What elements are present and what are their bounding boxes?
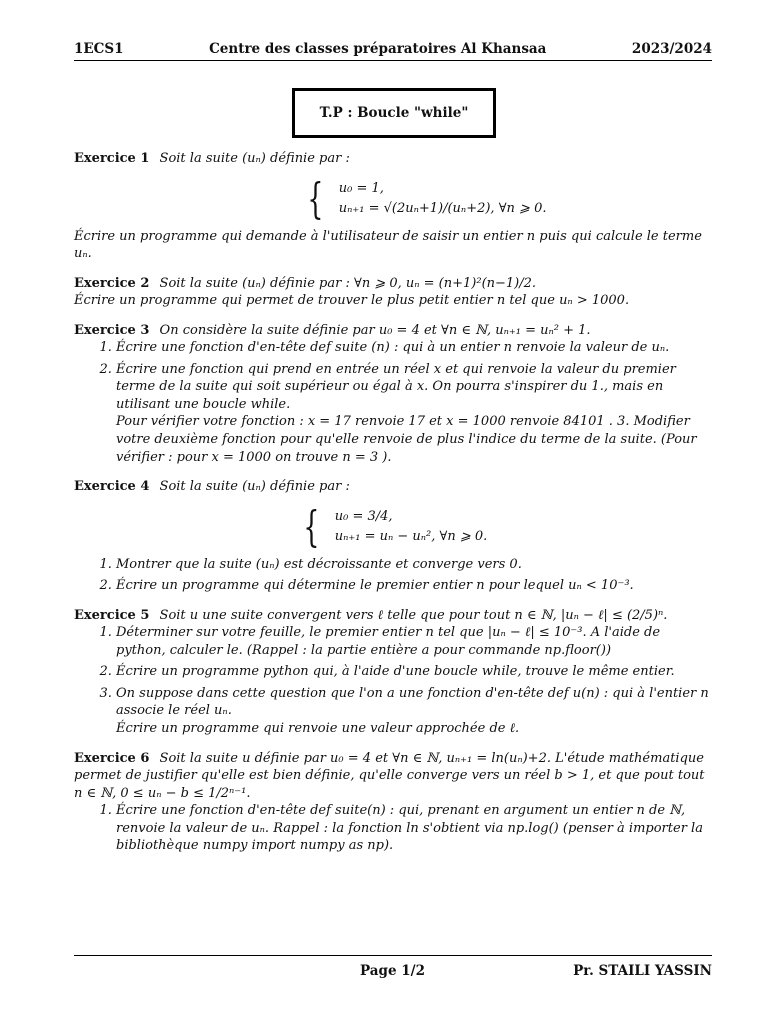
exercise-heading: Exercice 5 xyxy=(74,607,150,623)
system-line: uₙ₊₁ = √(2uₙ+1)/(uₙ+2), ∀n ⩾ 0. xyxy=(338,200,547,216)
exercise-intro: Soit la suite (uₙ) définie par : xyxy=(159,151,350,166)
exercise-intro: On considère la suite définie par u₀ = 4 et ∀n ∈ ℕ, uₙ₊₁ = uₙ² + 1. xyxy=(159,322,591,338)
sequence-system xyxy=(298,501,712,551)
exercise-heading: Exercice 1 xyxy=(74,151,150,166)
question-text: Écrire un programme qui renvoie une valeur approchée de ℓ. xyxy=(116,721,520,737)
exercise-heading: Exercice 6 xyxy=(74,750,150,766)
exercise-intro: Soit la suite u définie par u₀ = 4 et ∀n ∈ ℕ, uₙ₊₁ = ln(uₙ)+2. L'étude mathématique permet de justifier qu'elle est bien définie, qu'elle converge vers un réel b > 1, et que pout tout n ∈ ℕ, 0 ≤ uₙ − b ≤ 1/2ⁿ⁻¹. xyxy=(74,750,705,801)
question-item: 1. Écrire une fonction d'en-tête def suite (n) : qui à un entier n renvoie la valeur de uₙ. xyxy=(116,339,712,357)
header-year: 2023/2024 xyxy=(631,41,712,57)
page-number: Page 1/2 xyxy=(360,963,425,979)
system-line: u₀ = 1, xyxy=(338,181,384,196)
page-title xyxy=(292,88,496,138)
header-school: Centre des classes préparatoires Al Khansaa xyxy=(209,41,547,57)
exercise-2 xyxy=(74,275,712,310)
exercise-intro: Soit la suite (uₙ) définie par : xyxy=(159,479,350,495)
question-item xyxy=(116,361,712,466)
question-item: 1. Écrire une fonction d'en-tête def suite(n) : qui, prenant en argument un entier n de ℕ, renvoie la valeur de uₙ. Rappel : la fonction ln s'obtient via np.log() (penser à importer la bibliothèque numpy import numpy as np). xyxy=(116,802,712,855)
page-title-text: T.P : Boucle "while" xyxy=(319,104,469,121)
exercise-heading: Exercice 4 xyxy=(74,479,150,495)
question-item xyxy=(116,685,712,738)
header-class: 1ECS1 xyxy=(74,41,124,57)
question-text: Pour vérifier votre fonction : x = 17 renvoie 17 et x = 1000 renvoie 84101 . 3. Modifier votre deuxième fonction pour qu'elle renvoie de plus l'indice du terme de la suite. (Pour vérifier : pour x = 1000 on trouve n = 3 ). xyxy=(116,414,697,465)
question-item: 1. Déterminer sur votre feuille, le premier entier n tel que |uₙ − ℓ| ≤ 10⁻³. A l'aide de python, calculer le. (Rappel : la partie entière a pour commande np.floor()) xyxy=(116,624,712,659)
exercise-text: Écrire un programme qui demande à l'utilisateur de saisir un entier n puis qui calcule le terme uₙ. xyxy=(74,228,702,262)
system-line: uₙ₊₁ = uₙ − uₙ², ∀n ⩾ 0. xyxy=(334,528,488,544)
footer-divider xyxy=(74,955,712,956)
question-item: 1. Montrer que la suite (uₙ) est décroissante et converge vers 0. xyxy=(116,556,712,574)
page-header xyxy=(74,40,712,58)
question-text: 2. Écrire une fonction qui prend en entrée un réel x et qui renvoie la valeur du premier terme de la suite qui soit supérieur ou égal à x. On pourra s'inspirer du 1., mais en utilisant une boucle while. xyxy=(116,361,676,412)
question-text: 3. On suppose dans cette question que l'on a une fonction d'en-tête def u(n) : qui à l'entier n associe le réel uₙ. xyxy=(116,685,709,719)
question-item: 2. Écrire un programme qui détermine le premier entier n pour lequel uₙ < 10⁻³. xyxy=(116,577,712,595)
exercise-1 xyxy=(74,150,712,263)
author-name: Pr. STAILI YASSIN xyxy=(573,963,712,979)
exercise-list xyxy=(74,150,712,867)
exercise-intro: Soit u une suite convergent vers ℓ telle que pour tout n ∈ ℕ, |uₙ − ℓ| ≤ (2/5)ⁿ. xyxy=(159,607,668,623)
system-line: u₀ = 3/4, xyxy=(334,509,393,525)
exercise-6 xyxy=(74,750,712,855)
exercise-3 xyxy=(74,322,712,466)
exercise-5 xyxy=(74,607,712,738)
sequence-system xyxy=(302,173,712,223)
brace-symbol: { xyxy=(307,173,324,223)
exercise-intro: Soit la suite (uₙ) définie par : ∀n ⩾ 0, uₙ = (n+1)²(n−1)/2. xyxy=(159,275,537,291)
exercise-4 xyxy=(74,478,712,595)
exercise-heading: Exercice 2 xyxy=(74,275,150,291)
exercise-text: Écrire un programme qui permet de trouver le plus petit entier n tel que uₙ > 1000. xyxy=(74,293,630,309)
exercise-heading: Exercice 3 xyxy=(74,322,150,338)
brace-symbol: { xyxy=(303,501,320,551)
question-item: 2. Écrire un programme python qui, à l'aide d'une boucle while, trouve le même entier. xyxy=(116,663,712,681)
header-divider xyxy=(74,60,712,61)
